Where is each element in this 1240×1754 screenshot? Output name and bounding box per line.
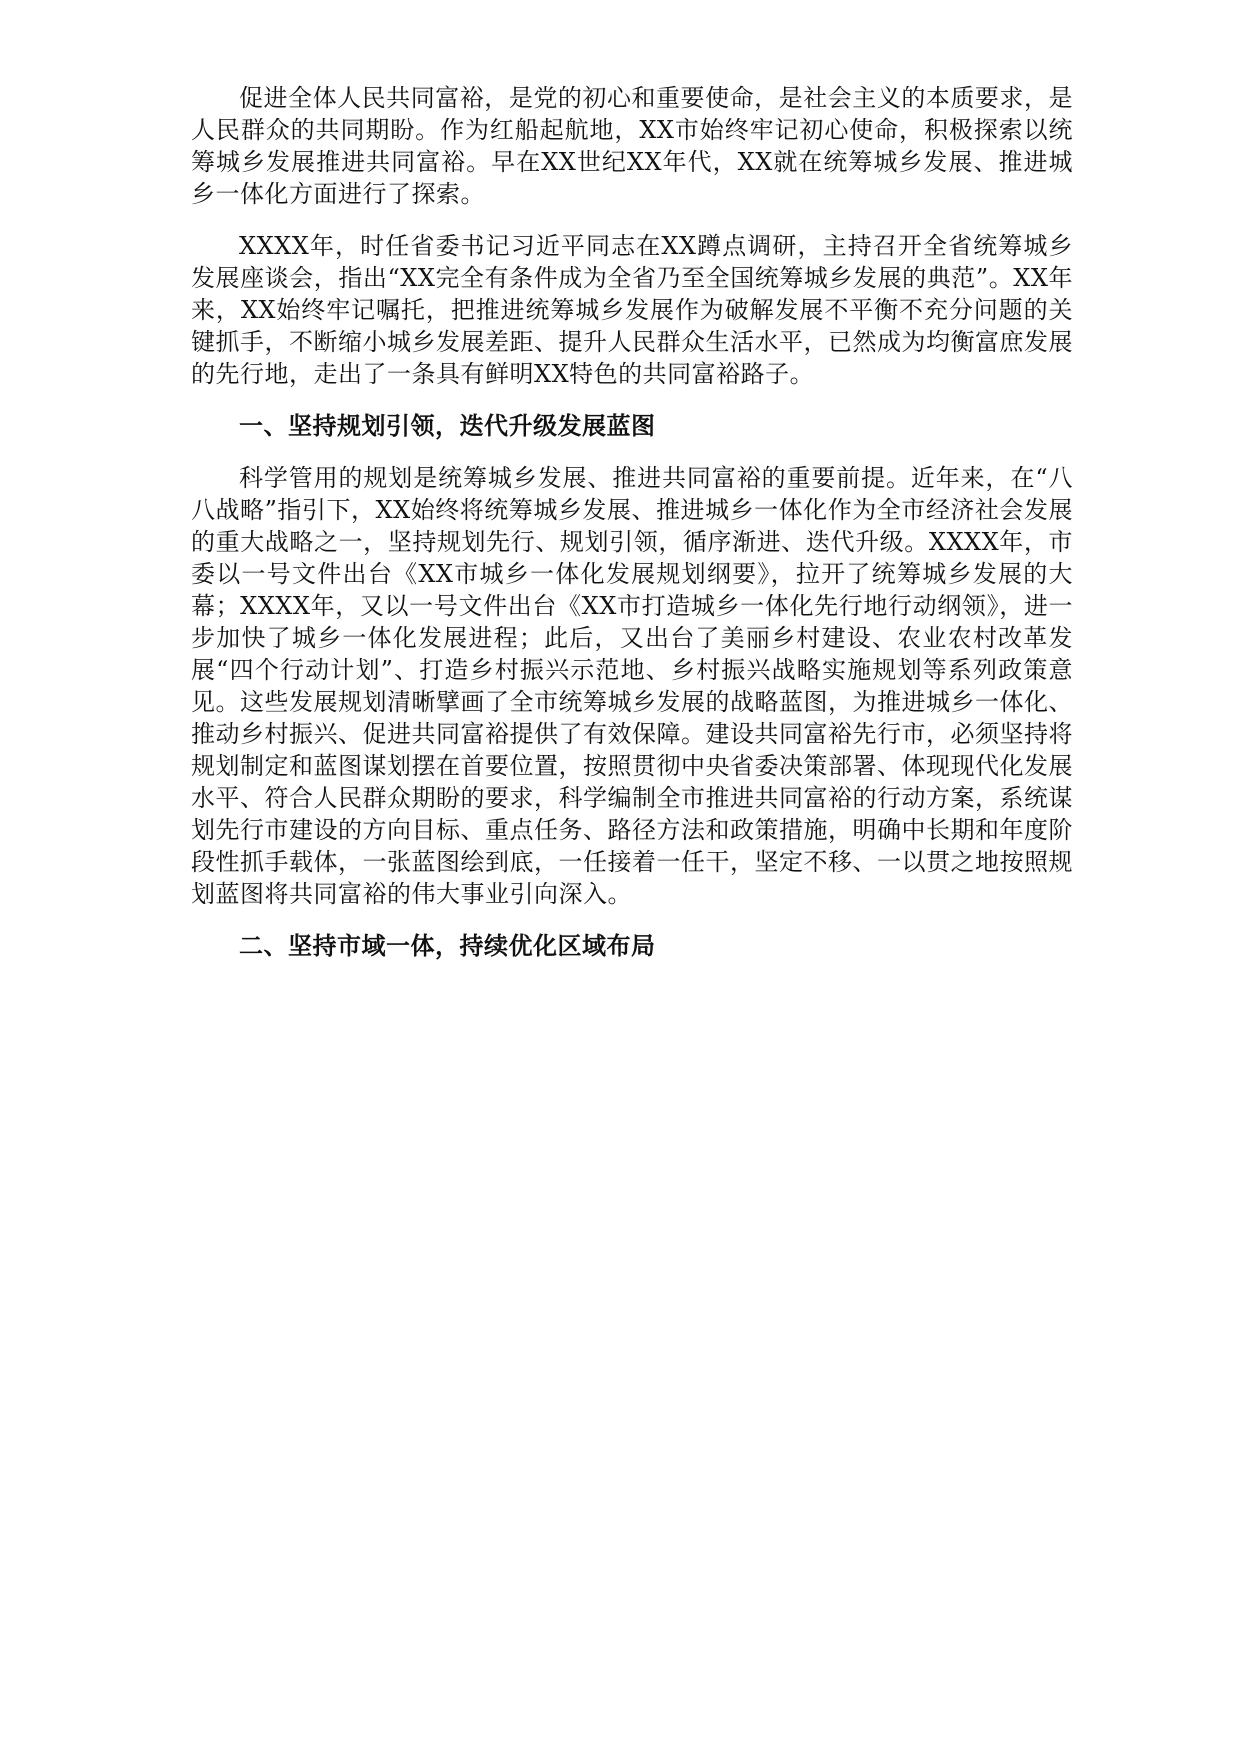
planning-paragraph: 科学管用的规划是统筹城乡发展、推进共同富裕的重要前提。近年来，在“八八战略”指引下，XX始终将统筹城乡发展、推进城乡一体化作为全市经济社会发展的重大战略之一，坚持规划先行、规划引领，循序渐进、迭代升级。XXXX年，市委以一号文件出台《XX市城乡一体化发展规划纲要》，拉开了统筹城乡发展的大幕；XXXX年，又以一号文件出台《XX市打造城乡一体化先行地行动纲领》，进一步加快了城乡一体化发展进程；此后，又出台了美丽乡村建设、农业农村改革发展“四个行动计划”、打造乡村振兴示范地、乡村振兴战略实施规划等系列政策意见。这些发展规划清晰擘画了全市统筹城乡发展的战略蓝图，为推进城乡一体化、推动乡村振兴、促进共同富裕提供了有效保障。建设共同富裕先行市，必须坚持将规划制定和蓝图谋划摆在首要位置，按照贯彻中央省委决策部署、体现现代化发展水平、符合人民群众期盼的要求，科学编制全市推进共同富裕的行动方案，系统谋划先行市建设的方向目标、重点任务、路径方法和政策措施，明确中长期和年度阶段性抓手载体，一张蓝图绘到底，一任接着一任干，坚定不移、一以贯之地按照规划蓝图将共同富裕的伟大事业引向深入。 <box>191 464 1073 908</box>
document-page <box>191 82 1073 982</box>
history-paragraph: XXXX年，时任省委书记习近平同志在XX蹲点调研，主持召开全省统筹城乡发展座谈会，指出“XX完全有条件成为全省乃至全国统筹城乡发展的典范”。XX年来，XX始终牢记嘱托，把推进统筹城乡发展作为破解发展不平衡不充分问题的关键抓手，不断缩小城乡发展差距、提升人民群众生活水平，已然成为均衡富庶发展的先行地，走出了一条具有鲜明XX特色的共同富裕路子。 <box>191 232 1073 388</box>
intro-paragraph: 促进全体人民共同富裕，是党的初心和重要使命，是社会主义的本质要求，是人民群众的共同期盼。作为红船起航地，XX市始终牢记初心使命，积极探索以统筹城乡发展推进共同富裕。早在XX世纪XX年代，XX就在统筹城乡发展、推进城乡一体化方面进行了探索。 <box>191 84 1073 208</box>
section-heading-1: 一、坚持规划引领，迭代升级发展蓝图 <box>239 412 656 440</box>
section-heading-2: 二、坚持市域一体，持续优化区域布局 <box>239 932 656 960</box>
